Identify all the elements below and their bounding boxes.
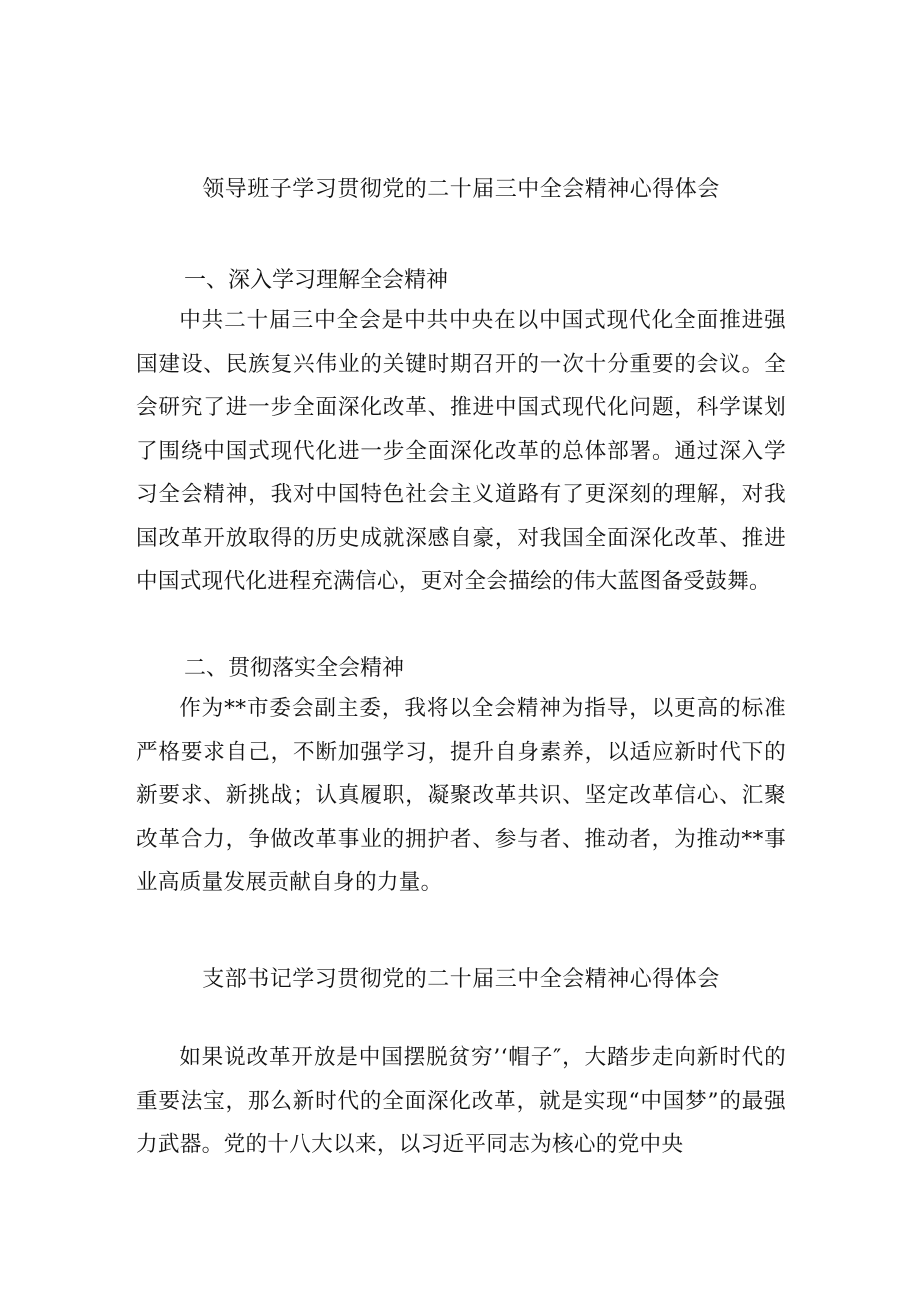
article-1-title: 领导班子学习贯彻党的二十届三中全会精神心得体会 [202, 177, 720, 202]
section-2-paragraph: 作为**市委会副主委，我将以全会精神为指导，以更高的标准严格要求自己，不断加强学习，提升自身素养，以适应新时代下的新要求、新挑战；认真履职，凝聚改革共识、坚定改革信心、汇聚改革合力，争做改革事业的拥护者、参与者、推动者，为推动**事业高质量发展贡献自身的力量。 [136, 696, 786, 895]
section-1-paragraph: 中共二十届三中全会是中共中央在以中国式现代化全面推进强国建设、民族复兴伟业的关键时期召开的一次十分重要的会议。全会研究了进一步全面深化改革、推进中国式现代化问题，科学谋划了围绕中国式现代化进一步全面深化改革的总体部署。通过深入学习全会精神，我对中国特色社会主义道路有了更深刻的理解，对我国改革开放取得的历史成就深感自豪，对我国全面深化改革、推进中国式现代化进程充满信心，更对全会描绘的伟大蓝图备受鼓舞。 [136, 308, 786, 594]
article-2-paragraph: 如果说改革开放是中国摆脱贫穷’‘帽子″，大踏步走向新时代的重要法宝，那么新时代的全面深化改革，就是实现“中国梦”的最强力武器。党的十八大以来，以习近平同志为核心的党中央 [136, 1045, 786, 1157]
section-1-heading: 一、深入学习理解全会精神 [184, 268, 449, 293]
section-2-heading: 二、贯彻落实全会精神 [184, 656, 405, 681]
article-2-title: 支部书记学习贯彻党的二十届三中全会精神心得体会 [202, 967, 720, 992]
